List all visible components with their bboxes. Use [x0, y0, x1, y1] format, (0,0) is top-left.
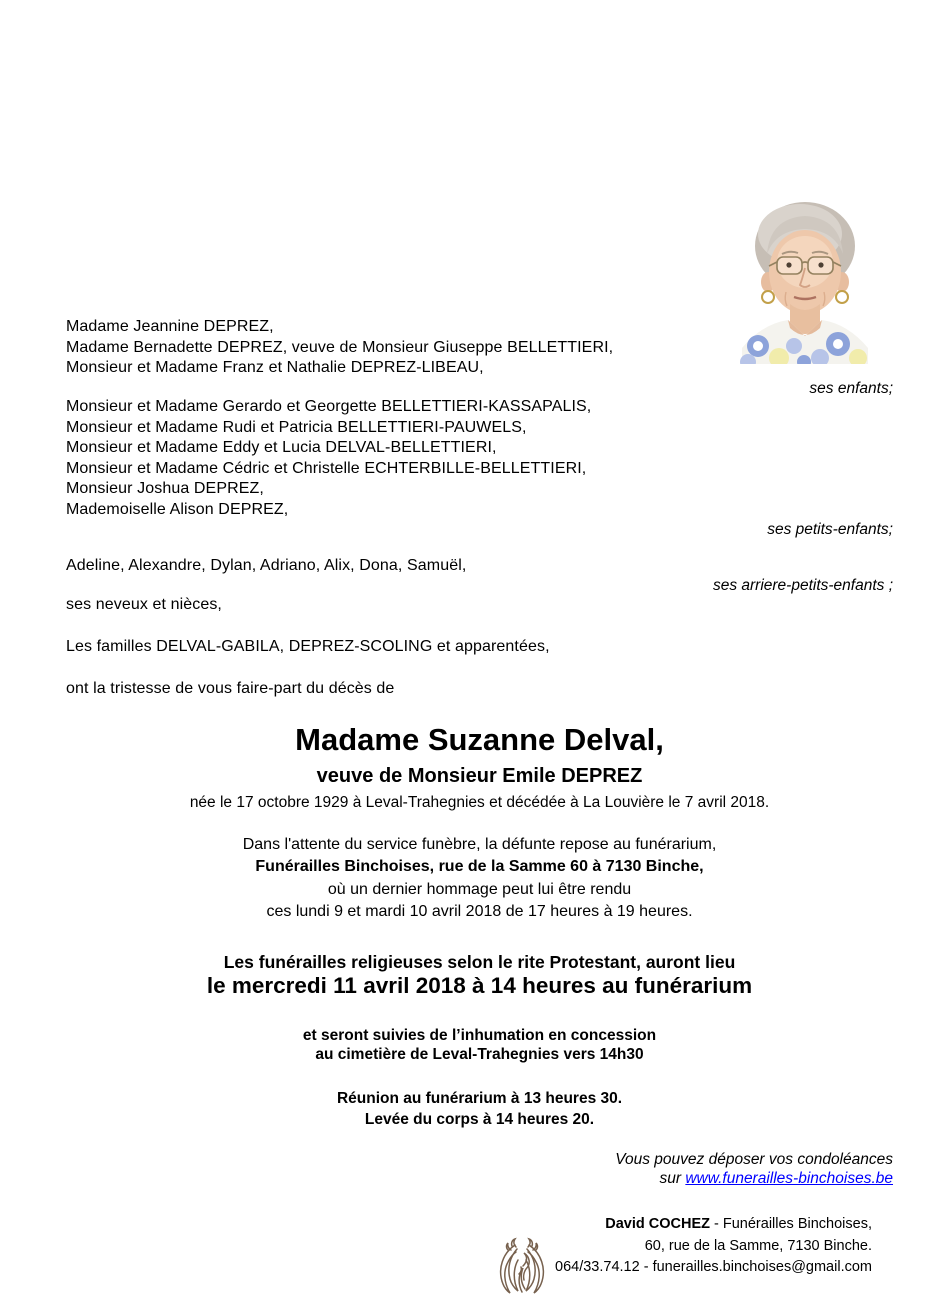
footer-director-line [452, 1214, 872, 1236]
children-names-block [66, 317, 893, 379]
funeral-home-address-line: Funérailles Binchoises, rue de la Samme 60 à 7130 Binche, [255, 858, 704, 876]
great-grandchildren-label: ses arriere-petits-enfants ; [712, 577, 893, 594]
repose-line: où un dernier hommage peut lui être rendu [327, 880, 632, 898]
meeting-line: Levée du corps à 14 heures 20. [364, 1111, 595, 1128]
footer-address-line: 60, rue de la Samme, 7130 Binche. [644, 1237, 872, 1254]
deceased-name-title: Madame Suzanne Delval, [295, 722, 664, 757]
condolences-line: Vous pouvez déposer vos condoléances [615, 1151, 893, 1168]
condolences-website-link[interactable]: www.funerailles-binchoises.be [685, 1169, 893, 1187]
family-line: Monsieur et Madame Gerardo et Georgette BELLETTIERI-KASSAPALIS, [66, 398, 592, 415]
burial-line: et seront suivies de l’inhumation en concession [302, 1027, 657, 1044]
repose-line: Dans l'attente du service funèbre, la défunte repose au funérarium, [242, 836, 717, 853]
condolences-block [66, 1151, 893, 1189]
burial-line: au cimetière de Leval-Trahegnies vers 14h30 [315, 1046, 644, 1063]
burial-block [66, 1026, 893, 1064]
condolences-link-prefix: sur [659, 1169, 686, 1187]
families-line: Les familles DELVAL-GABILA, DEPREZ-SCOLING et apparentées, [66, 638, 550, 655]
director-name: David COCHEZ [605, 1216, 710, 1232]
family-line: Madame Jeannine DEPREZ, [66, 318, 274, 335]
birth-death-line: née le 17 octobre 1929 à Leval-Trahegnies et décédée à La Louvière le 7 avril 2018. [189, 794, 770, 811]
director-suffix: - Funérailles Binchoises, [710, 1216, 872, 1232]
footer-contact-line: 064/33.74.12 - funerailles.binchoises@gmail.com [555, 1259, 872, 1276]
family-line: Madame Bernadette DEPREZ, veuve de Monsieur Giuseppe BELLETTIERI, [66, 338, 614, 356]
family-line: Monsieur et Madame Eddy et Lucia DELVAL-BELLETTIERI, [66, 439, 497, 457]
deceased-subtitle: veuve de Monsieur Emile DEPREZ [316, 765, 643, 787]
children-label: ses enfants; [809, 380, 893, 397]
meeting-block [66, 1088, 893, 1130]
grandchildren-label: ses petits-enfants; [767, 521, 893, 538]
family-line: Mademoiselle Alison DEPREZ, [66, 500, 289, 518]
family-line: Monsieur Joshua DEPREZ, [66, 480, 264, 498]
meeting-line: Réunion au funérarium à 13 heures 30. [336, 1090, 623, 1107]
condolences-link-line [66, 1170, 893, 1189]
ceremony-date-line: le mercredi 11 avril 2018 à 14 heures au funérarium [206, 973, 753, 998]
document-body [66, 0, 893, 1315]
grandchildren-names-block [66, 397, 893, 521]
repose-line: ces lundi 9 et mardi 10 avril 2018 de 17 heures à 19 heures. [266, 903, 693, 921]
announcement-line: ont la tristesse de vous faire-part du décès de [66, 680, 395, 697]
repose-block [66, 834, 893, 924]
family-line: Monsieur et Madame Franz et Nathalie DEPREZ-LIBEAU, [66, 359, 484, 377]
great-grandchildren-line: Adeline, Alexandre, Dylan, Adriano, Alix, Dona, Samuël, [66, 557, 467, 574]
nephews-line: ses neveux et nièces, [66, 596, 222, 613]
ceremony-intro-line: Les funérailles religieuses selon le rite Protestant, auront lieu [223, 952, 736, 972]
family-line: Monsieur et Madame Cédric et Christelle ECHTERBILLE-BELLETTIERI, [66, 459, 587, 477]
family-line: Monsieur et Madame Rudi et Patricia BELLETTIERI-PAUWELS, [66, 418, 527, 436]
phoenix-flame-logo-icon [490, 1236, 554, 1300]
